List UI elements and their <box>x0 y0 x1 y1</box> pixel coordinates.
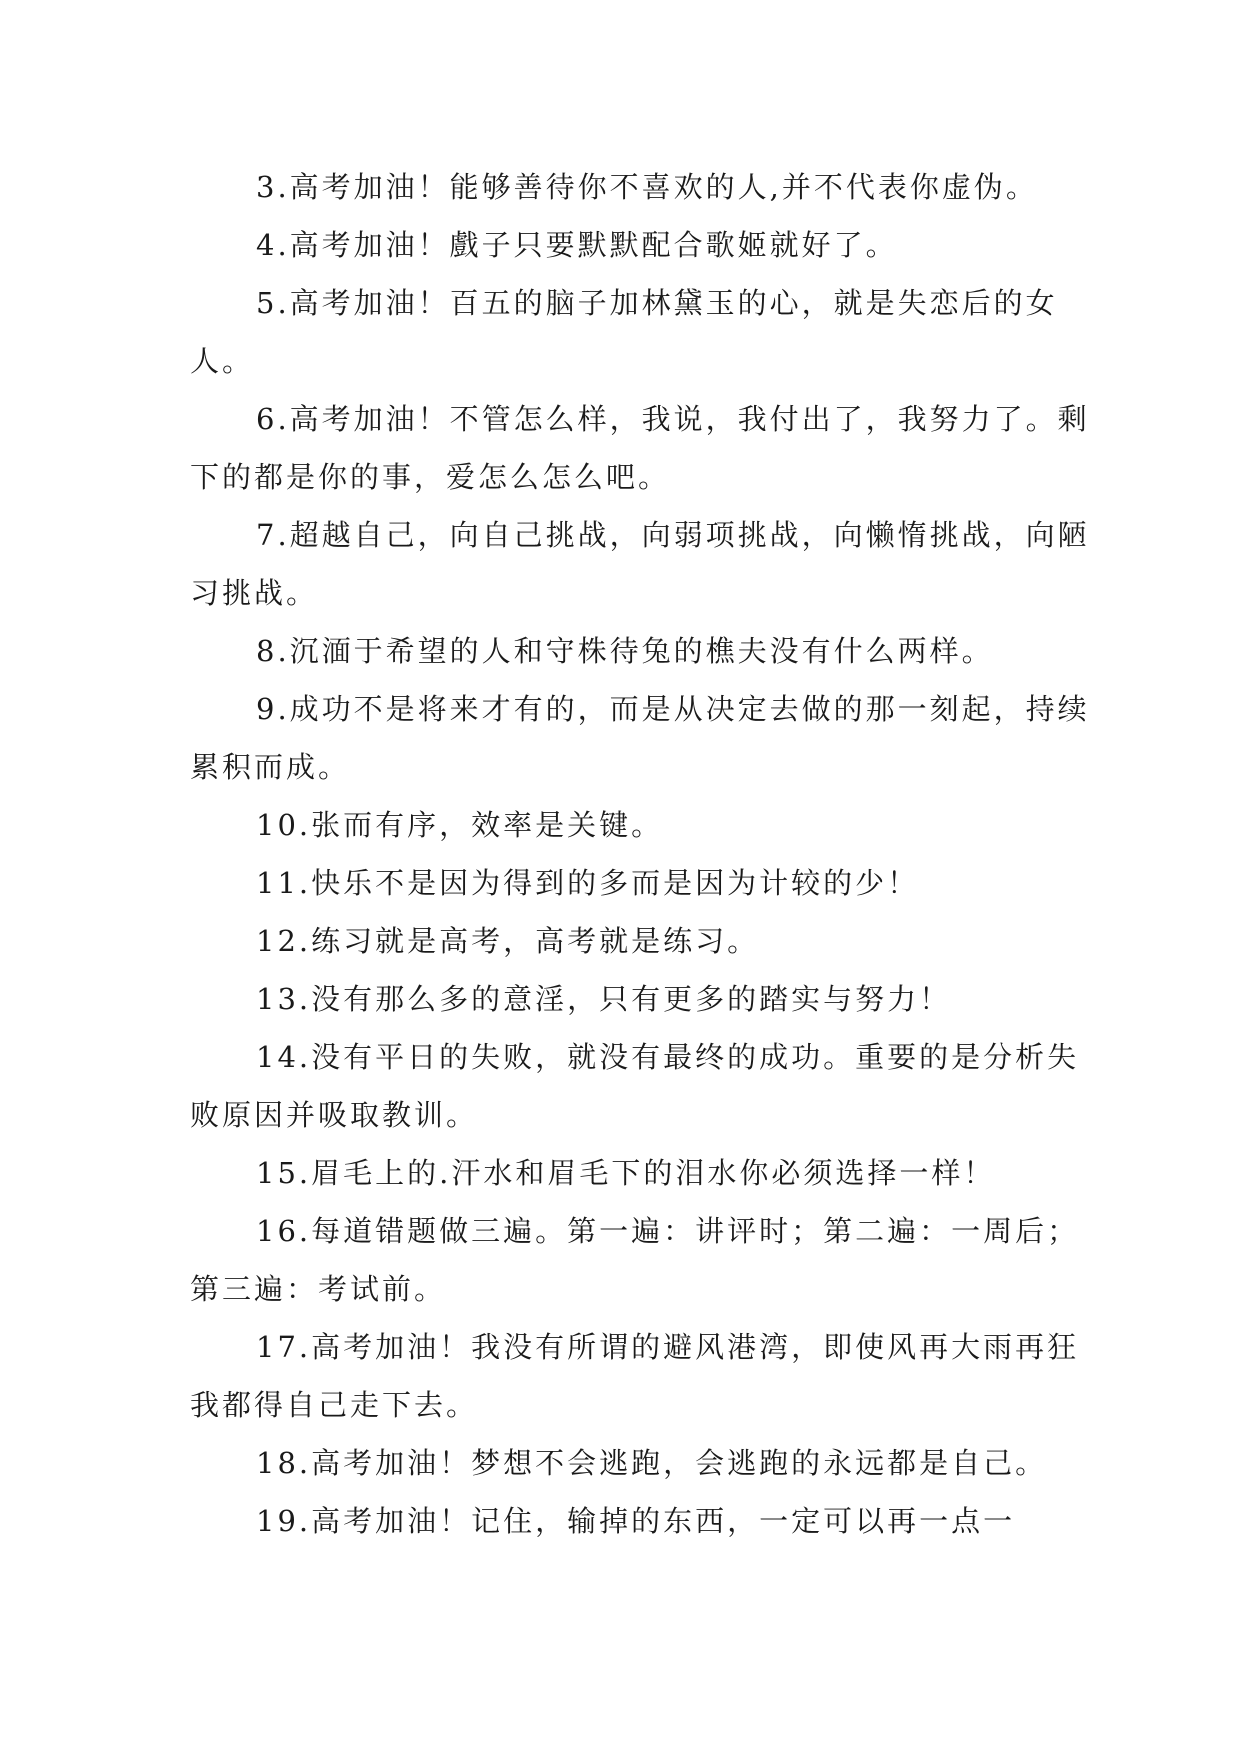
paragraph-15: 15.眉毛上的.汗水和眉毛下的泪水你必须选择一样！ <box>256 1156 996 1190</box>
paragraph-12: 12.练习就是高考，高考就是练习。 <box>256 924 760 958</box>
paragraph-19: 19.高考加油！记住，输掉的东西，一定可以再一点一 <box>256 1504 1016 1538</box>
paragraph-14: 14.没有平日的失败，就没有最终的成功。重要的是分析失败原因并吸取教训。 <box>190 1040 1080 1132</box>
paragraph-18: 18.高考加油！梦想不会逃跑，会逃跑的永远都是自己。 <box>256 1446 1048 1480</box>
paragraph-17: 17.高考加油！我没有所谓的避风港湾，即使风再大雨再狂我都得自己走下去。 <box>190 1330 1080 1422</box>
paragraph-6: 6.高考加油！不管怎么样，我说，我付出了，我努力了。剩下的都是你的事，爱怎么怎么吧。 <box>190 402 1090 494</box>
document-body <box>190 158 1090 1550</box>
paragraph-11: 11.快乐不是因为得到的多而是因为计较的少！ <box>256 866 920 900</box>
paragraph-7: 7.超越自己，向自己挑战，向弱项挑战，向懒惰挑战，向陋习挑战。 <box>190 518 1090 610</box>
paragraph-4: 4.高考加油！戲子只要默默配合歌姬就好了。 <box>256 228 898 262</box>
paragraph-3: 3.高考加油！能够善待你不喜欢的人,并不代表你虚伪。 <box>256 170 1038 204</box>
paragraph-10: 10.张而有序，效率是关键。 <box>256 808 664 842</box>
paragraph-8: 8.沉湎于希望的人和守株待兔的樵夫没有什么两样。 <box>256 634 994 668</box>
paragraph-13: 13.没有那么多的意淫，只有更多的踏实与努力！ <box>256 982 952 1016</box>
paragraph-9: 9.成功不是将来才有的，而是从决定去做的那一刻起，持续累积而成。 <box>190 692 1090 784</box>
paragraph-16: 16.每道错题做三遍。第一遍：讲评时；第二遍：一周后；第三遍：考试前。 <box>190 1214 1080 1306</box>
paragraph-5: 5.高考加油！百五的脑子加林黛玉的心，就是失恋后的女人。 <box>190 286 1058 378</box>
